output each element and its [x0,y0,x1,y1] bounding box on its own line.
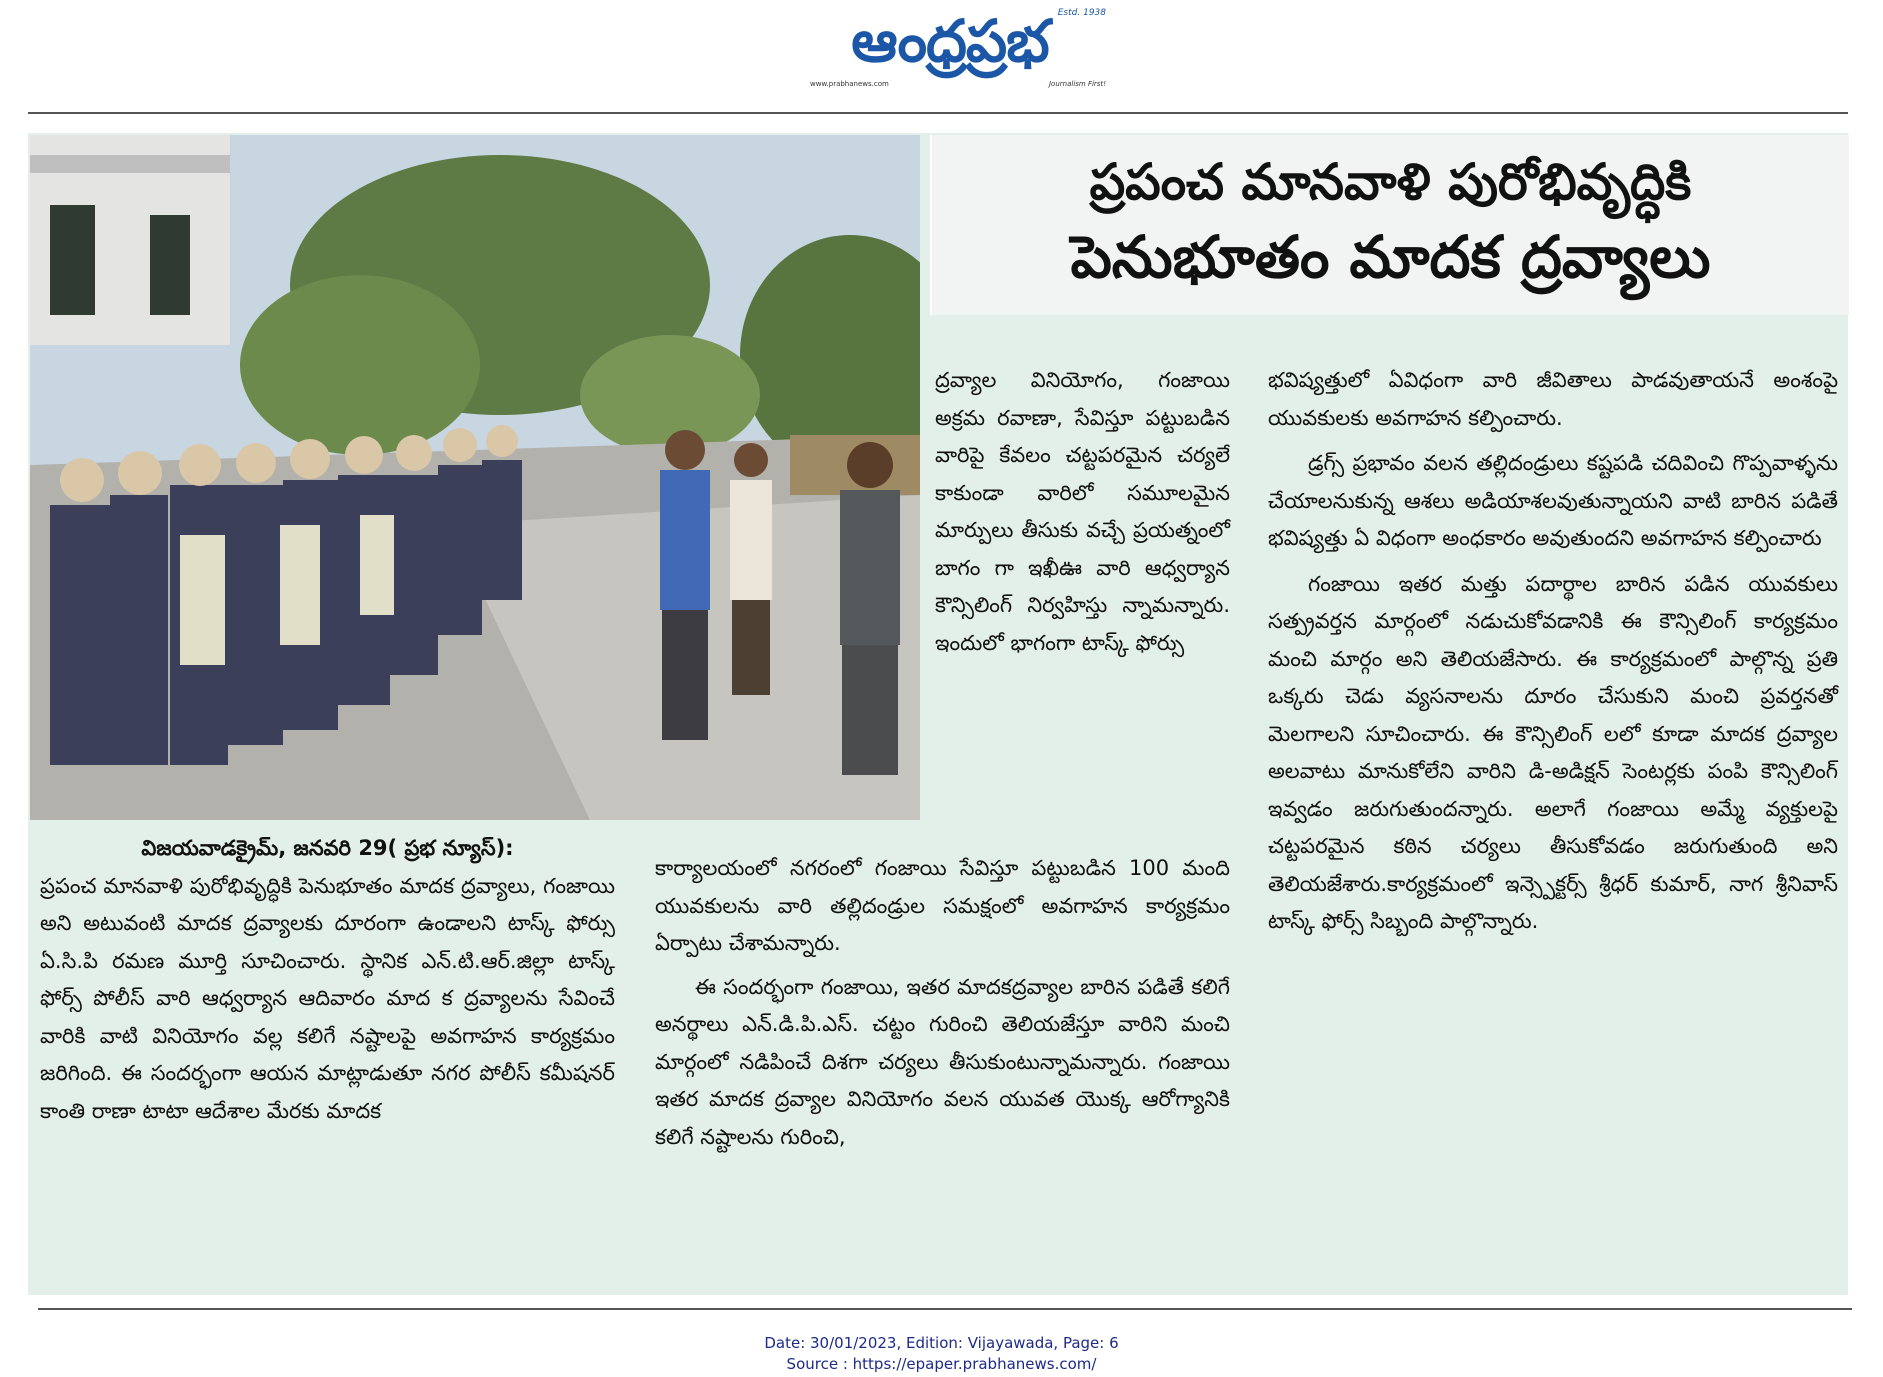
top-divider [28,112,1848,114]
logo-estd: Estd. 1938 [1057,8,1106,18]
article-column-1 [40,830,615,1130]
logo-tagline: Journalism First! [1048,80,1106,88]
headline-line-2: పెనుభూతం మాదక ద్రవ్యాలు [1070,223,1711,291]
footer-source[interactable]: Source : https://epaper.prabhanews.com/ [786,1355,1097,1373]
headline-box [930,135,1849,315]
page-footer [0,1333,1883,1375]
headline-line-1: ప్రపంచ మానవాళి పురోభివృద్ధికి [1089,153,1692,211]
bottom-divider [38,1308,1852,1310]
article-col3-para1: భవిష్యత్తులో ఏవిధంగా వారి జీవితాలు పాడవుతాయనే అంశంపై యువకులకు అవగాహన కల్పించారు. [1268,368,1838,430]
footer-edition-info: Date: 30/01/2023, Edition: Vijayawada, Page: 6 [764,1334,1119,1352]
article-col2-bottom-text: కార్యాలయంలో నగరంలో గంజాయి సేవిస్తూ పట్టుబడిన 100 మంది యువకులను వారి తల్లిదండ్రుల సమక్షంలో అవగాహన కార్యక్రమం ఏర్పాటు చేశామన్నారు. [655,856,1230,955]
article-col2-para2: ఈ సందర్భంగా గంజాయి, ఇతర మాదకద్రవ్యాల బారిన పడితే కలిగే అనర్థాలు ఎన్.డి.పి.ఎస్. చట్టం గురించి తెలియజేస్తూ వారిని మంచి మార్గంలో నడిపించే దిశగా చర్యలు తీసుకుంటున్నామన్నారు. గంజాయి ఇతర మాదక ద్రవ్యాల వినియోగం వలన యువత యొక్క ఆరోగ్యానికి కలిగే నష్టాలను గురించి, [655,974,1230,1149]
article-col3-para3: గంజాయి ఇతర మత్తు పదార్థాల బారిన పడిన యువకులు సత్ప్రవర్తన మార్గంలో నడుచుకోవడానికి ఈ కౌన్సిలింగ్ కార్యక్రమం మంచి మార్గం అని తెలియజేసారు. ఈ కార్యక్రమంలో పాల్గొన్న ప్రతి ఒక్కరు చెడు వ్యసనాలను దూరం చేసుకుని మంచి ప్రవర్తనతో మెలగాలని సూచించారు. ఈ కౌన్సిలింగ్ లలో కూడా మాదక ద్రవ్యాల అలవాటు మానుకోలేని వారిని డి-అడిక్షన్ సెంటర్లకు పంపి కౌన్సిలింగ్ ఇవ్వడం జరుగుతుందన్నారు. అలాగే గంజాయి అమ్మే వ్యక్తులపై చట్టపరమైన కఠిన చర్యలు తీసుకోవడం జరుగుతుంది అని తెలియజేశారు.కార్యక్రమంలో ఇన్స్పెక్టర్స్ శ్రీధర్ కుమార్, నాగ శ్రీనివాస్ టాస్క్ ఫోర్స్ సిబ్బంది పాల్గొన్నారు. [1268,571,1838,933]
logo-website: www.prabhanews.com [810,80,889,88]
article-column-3 [1268,362,1838,941]
article-photo [30,135,920,820]
article-column-2-top [935,362,1230,662]
masthead [790,8,1110,88]
photo-illustration [30,135,920,820]
article-col2-top-text: ద్రవ్యాల వినియోగం, గంజాయి అక్రమ రవాణా, సేవిస్తూ పట్టుబడిన వారిపై కేవలం చట్టపరమైన చర్యలే కాకుండా వారిలో సమూలమైన మార్పులు తీసుకు వచ్చే ప్రయత్నంలో బాగం గా ఇఖీఊ వారి ఆధ్వర్యాన కౌన్సిలింగ్ నిర్వహిస్తు న్నామన్నారు. ఇందులో భాగంగా టాస్క్ ఫోర్సు [935,368,1230,655]
article-col1-text: ప్రపంచ మానవాళి పురోభివృద్ధికి పెనుభూతం మాదక ద్రవ్యాలు, గంజాయి అని అటువంటి మాదక ద్రవ్యాలకు దూరంగా ఉండాలని టాస్క్ ఫోర్సు ఏ.సి.పి రమణ మూర్తి సూచించారు. స్థానిక ఎన్.టి.ఆర్.జిల్లా టాస్క్ ఫోర్స్ పోలీస్ వారి ఆధ్వర్యాన ఆదివారం మాద క ద్రవ్యాలను సేవించే వారికి వాటి వినియోగం వల్ల కలిగే నష్టాలపై అవగాహన కార్యక్రమం జరిగింది. ఈ సందర్భంగా ఆయన మాట్లాడుతూ నగర పోలీస్ కమీషనర్ కాంతి రాణా టాటా ఆదేశాల మేరకు మాదక [40,873,615,1123]
article-dateline: విజయవాడక్రైమ్, జనవరి 29( ప్రభ న్యూస్): [141,836,514,860]
newspaper-logo: ఆంధ్రప్రభ [851,7,1049,75]
article-col3-para2: డ్రగ్స్ ప్రభావం వలన తల్లిదండ్రులు కష్టపడి చదివించి గొప్పవాళ్ళను చేయాలనుకున్న ఆశలు అడియాశలవుతున్నాయని వాటి బారిన పడితే భవిష్యత్తు ఏ విధంగా అంధకారం అవుతుందని అవగాహన కల్పించారు [1268,451,1838,550]
article-column-2-bottom [655,850,1230,1156]
